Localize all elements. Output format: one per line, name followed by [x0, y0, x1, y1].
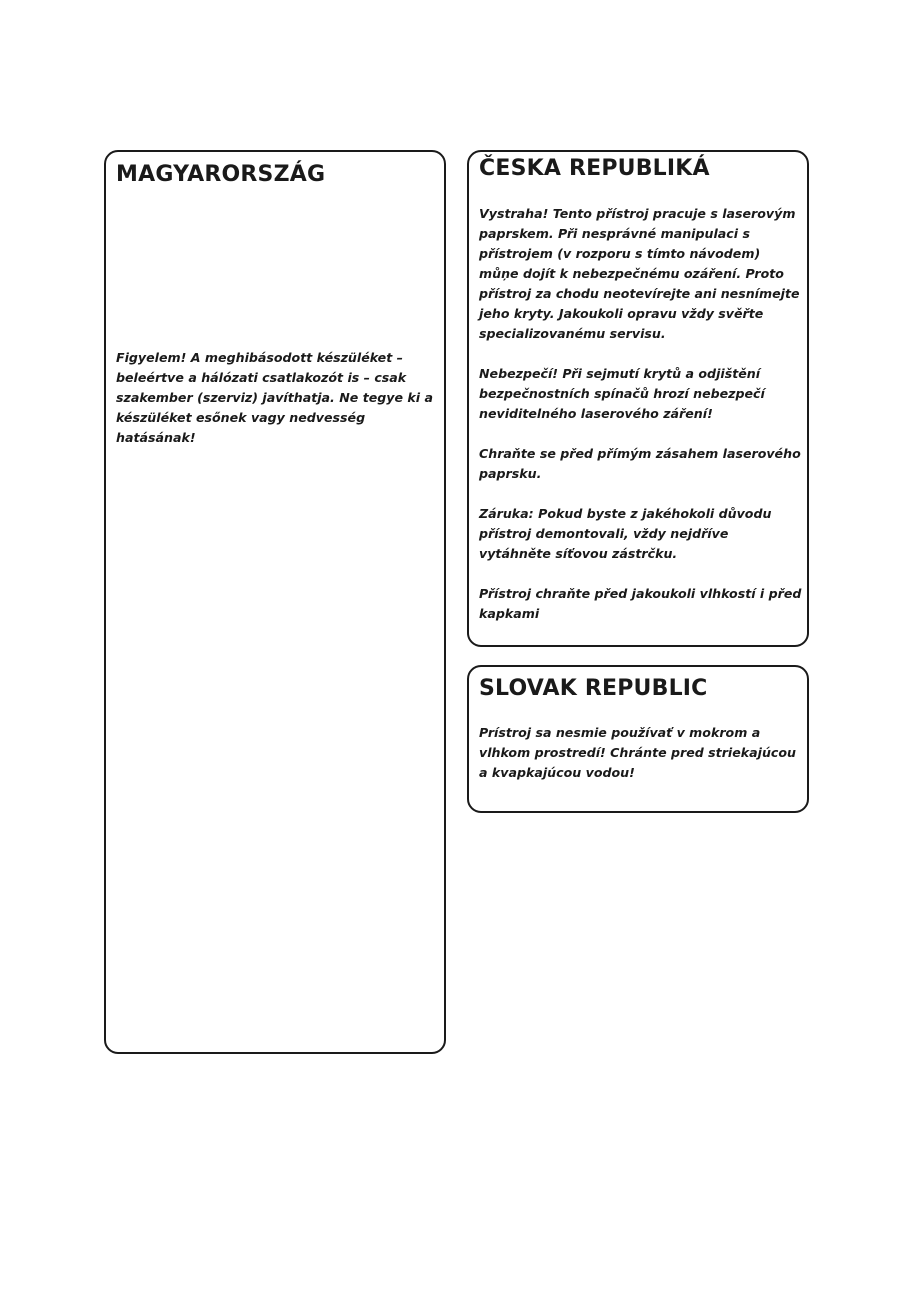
- warranty-paragraph: Záruka: Pokud byste z jakéhokoli důvodu přístroj demontovali, vždy nejdříve vytáhněte síťovou zástrčku.: [479, 506, 772, 561]
- laser-warning-paragraph: Vystraha! Tento přístroj pracuje s laserovým paprskem. Při nesprávné manipulaci s přístrojem (v rozporu s tímto návodem) můņe dojít k nebezpečnému ozáření. Proto přístroj za chodu neotevírejte ani nesnímejte jeho kryty. Jakoukoli opravu vždy svěřte specializovanému servisu.: [479, 206, 800, 341]
- section-hungary: [104, 150, 446, 1054]
- moisture-warning-paragraph: Prístroj sa nesmie používať v mokrom a vlhkom prostredí! Chránte pred striekajúcou a kvapkajúcou vodou!: [479, 725, 797, 780]
- section-title-czech: ČESKA REPUBLIKÁ: [479, 156, 710, 181]
- danger-paragraph: Nebezpečí! Při sejmutí krytů a odjištění bezpečnostních spínačů hrozí nebezpečí neviditelného laserového záření!: [479, 366, 765, 421]
- section-title-slovakia: SLOVAK REPUBLIC: [479, 676, 708, 701]
- moisture-paragraph: Přístroj chraňte před jakoukoli vlhkostí i před kapkami: [479, 586, 802, 621]
- section-title-hungary: MAGYARORSZÁG: [116, 162, 326, 187]
- section-czech-republic: [467, 150, 809, 647]
- warning-paragraph: Figyelem! A meghibásodott készüléket – beleértve a hálózati csatlakozót is – csak szakember (szerviz) javíthatja. Ne tegye ki a készüléket esőnek vagy nedvesség hatásának!: [116, 350, 433, 445]
- beam-protection-paragraph: Chraňte se před přímým zásahem laserového paprsku.: [479, 446, 801, 481]
- section-slovak-republic: [467, 665, 809, 813]
